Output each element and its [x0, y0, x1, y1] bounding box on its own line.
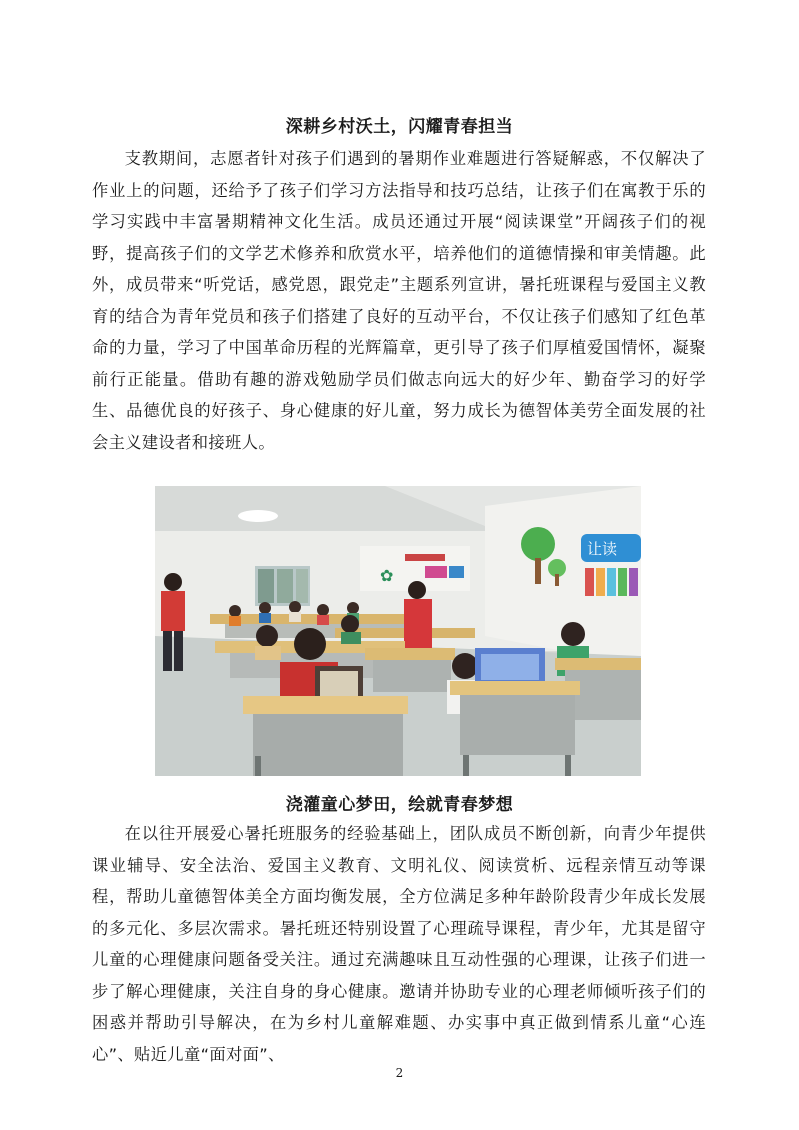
page-number: 2 — [395, 1066, 404, 1080]
section-heading-1: 深耕乡村沃土，闪耀青春担当 — [285, 117, 514, 137]
body-paragraph-1: 支教期间，志愿者针对孩子们遇到的暑期作业难题进行答疑解惑，不仅解决了作业上的问题，还给予了孩子们学习方法指导和技巧总结，让孩子们在寓教于乐的学习实践中丰富暑期精神文化生活。成员还通过开展“阅读课堂”开阔孩子们的视野，提高孩子们的文学艺术修养和欣赏水平，培养他们的道德情操和审美情趣。此外，成员带来“听党话，感党恩，跟党走”主题系列宣讲，暑托班课程与爱国主义教育的结合为青年党员和孩子们搭建了良好的互动平台，不仅让孩子们感知了红色革命的力量，学习了中国革命历程的光辉篇章，更引导了孩子们厚植爱国情怀，凝聚前行正能量。借助有趣的游戏勉励学员们做志向远大的好少年、勤奋学习的好学生、品德优良的好孩子、身心健康的好儿童，努力成长为德智体美劳全面发展的社会主义建设者和接班人。 — [92, 149, 706, 452]
section-heading-2: 浇灌童心梦田，绘就青春梦想 — [285, 795, 514, 815]
svg-text:✿: ✿ — [380, 566, 394, 585]
body-paragraph-2: 在以往开展爱心暑托班服务的经验基础上，团队成员不断创新，向青少年提供课业辅导、安全法治、爱国主义教育、文明礼仪、阅读赏析、远程亲情互动等课程，帮助儿童德智体美全方面均衡发展，全方位满足多种年龄阶段青少年成长发展的多元化、多层次需求。暑托班还特别设置了心理疏导课程，青少年，尤其是留守儿童的心理健康问题备受关注。通过充满趣味且互动性强的心理课，让孩子们进一步了解心理健康，关注自身的身心健康。邀请并协助专业的心理老师倾听孩子们的困惑并帮助引导解决，在为乡村儿童解难题、办实事中真正做到情系儿童“心连心”、贴近儿童“面对面”、 — [92, 824, 706, 1064]
wall-slogan-text: 让读 — [587, 540, 618, 558]
classroom-photo — [155, 486, 641, 776]
